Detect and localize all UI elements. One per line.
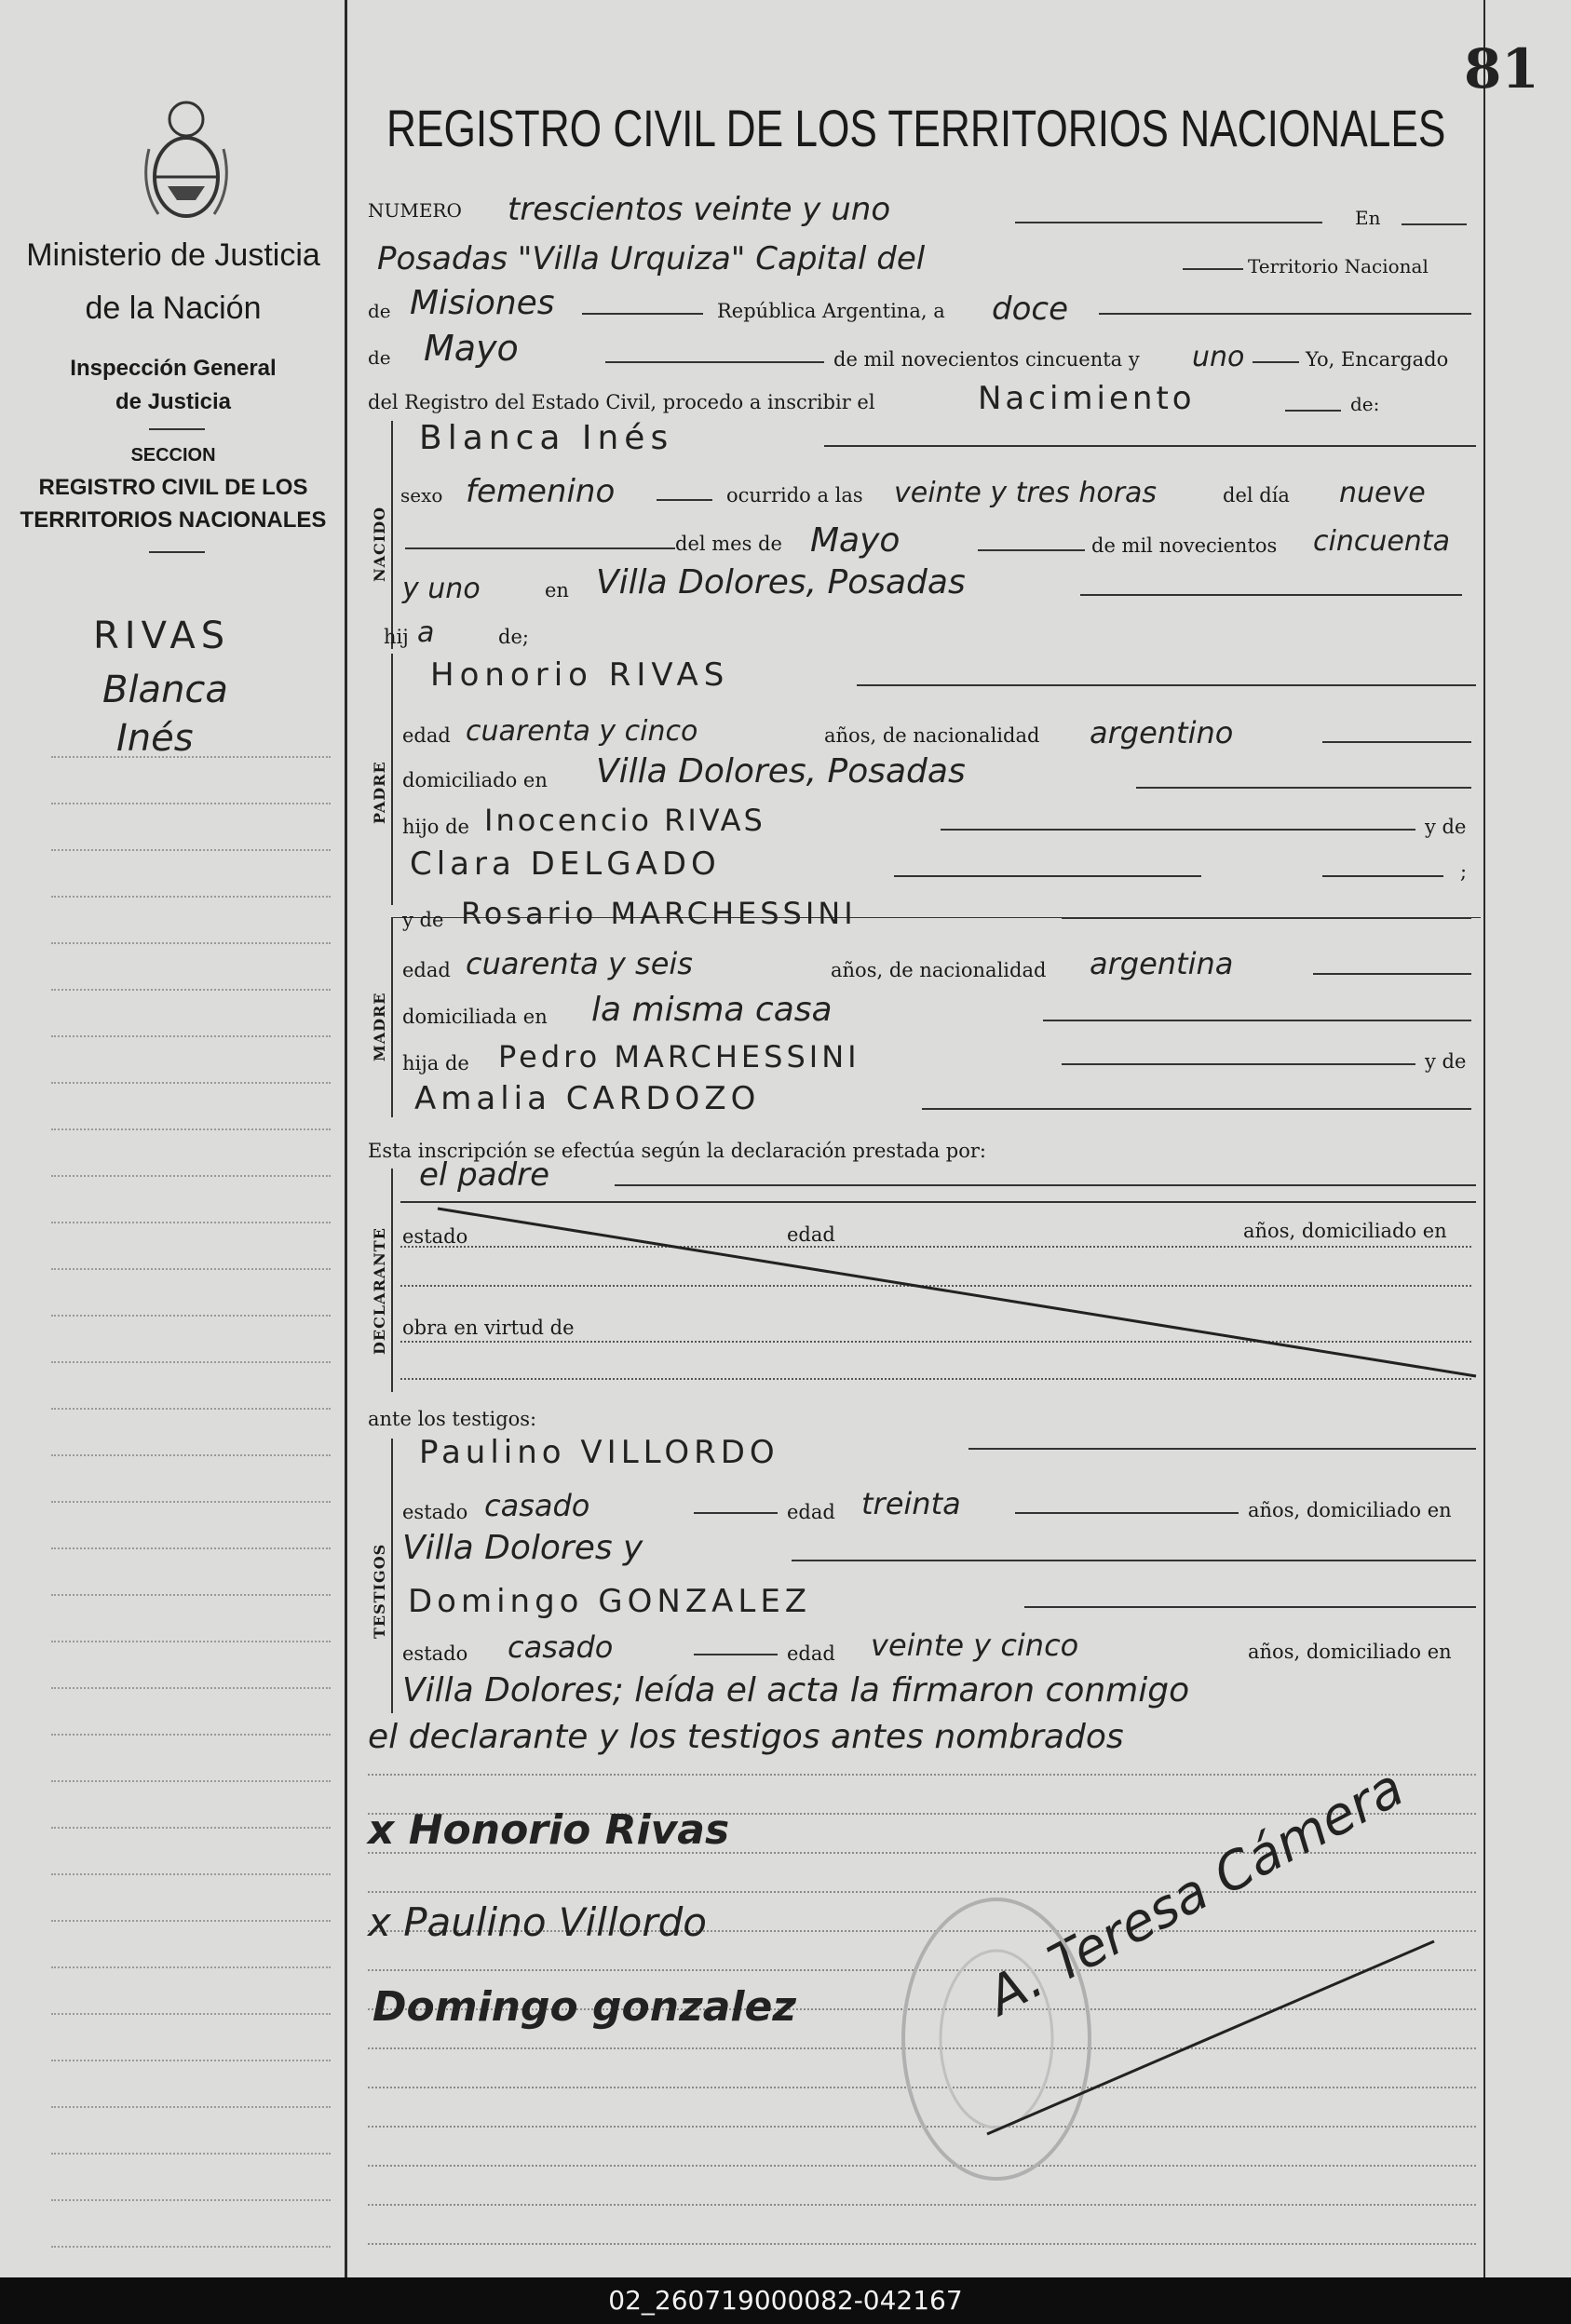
value-anio-nac-2: y uno — [402, 573, 481, 605]
value-madre-madre: Amalia CARDOZO — [414, 1080, 761, 1117]
label-estado-testigo2: estado — [402, 1642, 468, 1665]
value-dia-nac: nueve — [1339, 477, 1426, 509]
page-title: REGISTRO CIVIL DE LOS TERRITORIOS NACIONALES — [386, 99, 1446, 157]
value-testigo1-edad: treinta — [861, 1486, 961, 1521]
value-cierre-1: Villa Dolores; leída el acta la firmaron conmigo — [402, 1671, 1190, 1709]
value-mes-nac: Mayo — [810, 521, 901, 560]
label-sexo: sexo — [400, 484, 443, 507]
label-anos-nac-madre: años, de nacionalidad — [831, 959, 1047, 981]
label-y-de-madre: y de — [402, 909, 444, 931]
label-domiciliada: domiciliada en — [402, 1006, 548, 1028]
label-mil-novecientos-2: de mil novecientos — [1091, 534, 1278, 557]
value-testigo2-estado: casado — [508, 1629, 614, 1665]
section-line2: TERRITORIOS NACIONALES — [20, 507, 327, 533]
label-mil-novecientos: de mil novecientos cincuenta y — [833, 348, 1140, 371]
label-edad-padre: edad — [402, 724, 451, 747]
value-sexo: femenino — [466, 473, 616, 510]
label-testigos: TESTIGOS — [371, 1543, 388, 1639]
value-testigo1: Paulino VILLORDO — [419, 1434, 779, 1471]
ministry-line2: de la Nación — [85, 290, 262, 326]
value-anio-nac: cincuenta — [1313, 525, 1450, 558]
label-numero: NUMERO — [368, 199, 462, 222]
value-padre-hijo-de: Inocencio RIVAS — [484, 803, 765, 838]
value-padre-edad: cuarenta y cinco — [466, 715, 698, 748]
value-testigo1-estado: casado — [484, 1488, 590, 1523]
label-ante: ante los testigos: — [368, 1408, 537, 1430]
label-registro: del Registro del Estado Civil, procedo a inscribir el — [368, 391, 875, 413]
label-en-2: en — [545, 579, 569, 601]
label-de-semicolon: de; — [498, 626, 529, 648]
value-padre-dom: Villa Dolores, Posadas — [596, 752, 966, 790]
page-number: 81 — [1464, 37, 1539, 101]
value-cierre-2: el declarante y los testigos antes nombrados — [368, 1718, 1124, 1756]
label-estado-declarante: estado — [402, 1225, 468, 1248]
value-padre-nombre: Honorio RIVAS — [430, 656, 730, 694]
label-edad-testigo1: edad — [787, 1501, 835, 1523]
value-lugar-nac: Villa Dolores, Posadas — [596, 563, 966, 601]
value-numero: trescientos veinte y uno — [508, 191, 891, 228]
value-acto: Nacimiento — [978, 380, 1196, 417]
section-line1: REGISTRO CIVIL DE LOS — [38, 475, 308, 500]
value-padre-nac: argentino — [1090, 715, 1234, 750]
label-hija-de: hija de — [402, 1052, 469, 1074]
label-de-2: de — [368, 346, 391, 369]
value-hora: veinte y tres horas — [894, 477, 1158, 509]
label-territorio: Territorio Nacional — [1248, 255, 1429, 277]
label-declaracion: Esta inscripción se efectúa según la declaración prestada por: — [368, 1140, 986, 1162]
value-testigo1-dom: Villa Dolores y — [402, 1529, 643, 1567]
label-ocurrido: ocurrido a las — [726, 484, 863, 507]
label-anos-dom-declarante: años, domiciliado en — [1243, 1220, 1447, 1242]
label-del-mes: del mes de — [675, 533, 782, 555]
signature-4: A. Teresa Cámera — [978, 1757, 1414, 2028]
value-testigo2-edad: veinte y cinco — [871, 1628, 1079, 1663]
label-en: En — [1355, 207, 1381, 229]
label-anos-dom-testigo2: años, domiciliado en — [1248, 1641, 1452, 1663]
label-anos-dom-testigo1: años, domiciliado en — [1248, 1499, 1452, 1521]
value-madre-nac: argentina — [1090, 946, 1234, 981]
label-de-colon: de: — [1350, 393, 1380, 415]
value-padre-madre: Clara DELGADO — [410, 845, 721, 883]
label-hij: hij — [384, 626, 409, 648]
label-estado-testigo1: estado — [402, 1501, 468, 1523]
value-mes: Mayo — [424, 328, 519, 369]
label-declarante: DECLARANTE — [371, 1227, 388, 1355]
signature-3: Domingo gonzalez — [372, 1983, 796, 2031]
label-domiciliado-padre: domiciliado en — [402, 769, 548, 791]
ministry-line1: Ministerio de Justicia — [26, 237, 320, 273]
value-testigo2: Domingo GONZALEZ — [408, 1583, 812, 1620]
value-madre-nombre: Rosario MARCHESSINI — [461, 896, 857, 931]
label-obra: obra en virtud de — [402, 1317, 575, 1339]
label-edad-declarante: edad — [787, 1223, 835, 1246]
label-de-1: de — [368, 300, 391, 322]
value-madre-dom: la misma casa — [591, 991, 833, 1029]
sidebar-name-first: Blanca — [102, 669, 228, 711]
sidebar-name-second: Inés — [116, 717, 194, 760]
value-nombre: Blanca Inés — [419, 419, 674, 457]
value-hij-suffix: a — [417, 616, 435, 649]
label-yo-encargado: Yo, Encargado — [1306, 348, 1449, 371]
value-madre-padre: Pedro MARCHESSINI — [498, 1039, 860, 1074]
label-edad-madre: edad — [402, 959, 451, 981]
signature-2: x Paulino Villordo — [368, 1899, 707, 1945]
value-dia: doce — [992, 290, 1068, 328]
inspection-line1: Inspección General — [70, 356, 277, 381]
value-territorio: Misiones — [410, 284, 555, 322]
value-anio: uno — [1192, 341, 1245, 373]
inspection-line2: de Justicia — [115, 389, 232, 414]
signature-1: x Honorio Rivas — [368, 1806, 730, 1854]
label-nacido: NACIDO — [371, 506, 388, 582]
label-edad-testigo2: edad — [787, 1642, 835, 1665]
value-madre-edad: cuarenta y seis — [466, 946, 693, 981]
label-republica: República Argentina, a — [717, 300, 945, 322]
section-label: SECCION — [130, 445, 216, 466]
label-padre: PADRE — [371, 761, 388, 824]
label-hijo-de: hijo de — [402, 816, 469, 838]
label-y-de-madre-2: y de — [1425, 1050, 1467, 1073]
value-lugar: Posadas "Villa Urquiza" Capital del — [377, 240, 926, 277]
label-y-de-padre: y de — [1425, 816, 1467, 838]
label-madre: MADRE — [371, 992, 388, 1061]
sidebar-name-surname: RIVAS — [93, 615, 231, 657]
label-semicolon: ; — [1460, 860, 1468, 883]
footer-id: 02_260719000082-042167 — [0, 2277, 1571, 2324]
label-anos-nac-padre: años, de nacionalidad — [824, 724, 1040, 747]
label-del-dia: del día — [1223, 484, 1290, 507]
value-declarante: el padre — [419, 1156, 550, 1194]
